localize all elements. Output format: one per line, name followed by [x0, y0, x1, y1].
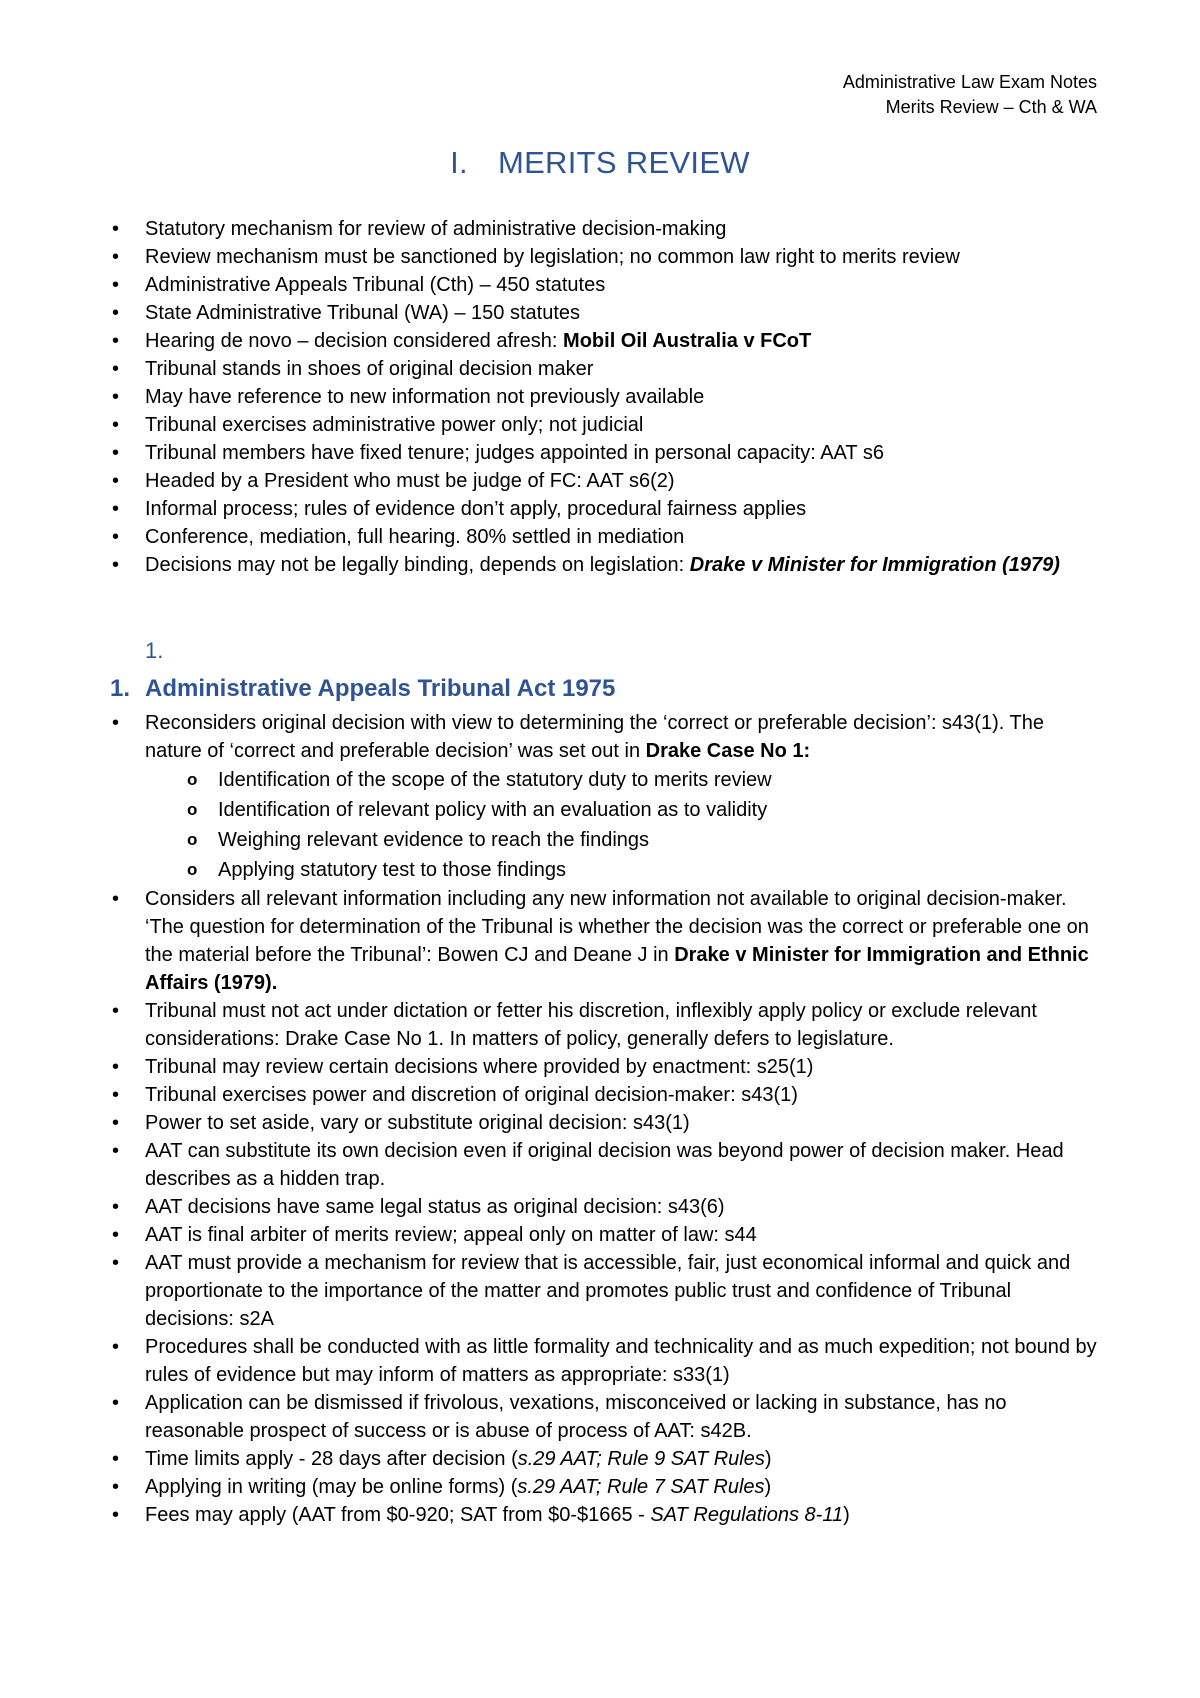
list-item: • Tribunal must not act under dictation or fetter his discretion, inflexibly apply policy or exclude relevant considerations: Drake Case No 1. In matters of policy, generally defers to legislature.	[145, 997, 1105, 1053]
case-citation: Mobil Oil Australia v FCoT	[563, 330, 812, 352]
sub-list-item: o Identification of the scope of the statutory duty to merits review	[218, 765, 1105, 795]
statute-reference: s.29 AAT; Rule 9 SAT Rules	[517, 1448, 765, 1470]
page-header	[843, 70, 1097, 120]
list-item: • AAT is final arbiter of merits review; appeal only on matter of law: s44	[145, 1221, 1105, 1249]
list-item: • May have reference to new information not previously available	[145, 383, 1105, 411]
intro-bullet-list	[145, 215, 1105, 579]
empty-numbered-heading: 1.	[145, 638, 164, 663]
list-item: • Hearing de novo – decision considered afresh: Mobil Oil Australia v FCoT	[145, 327, 1105, 355]
list-item: • Tribunal members have fixed tenure; judges appointed in personal capacity: AAT s6	[145, 439, 1105, 467]
sub-list-item: o Identification of relevant policy with an evaluation as to validity	[218, 795, 1105, 825]
list-item: • Conference, mediation, full hearing. 80% settled in mediation	[145, 523, 1105, 551]
list-item: • Headed by a President who must be judge of FC: AAT s6(2)	[145, 467, 1105, 495]
sub-list	[145, 765, 1105, 885]
list-item: • AAT decisions have same legal status as original decision: s43(6)	[145, 1193, 1105, 1221]
section-title: Administrative Appeals Tribunal Act 1975	[145, 675, 616, 702]
list-item: • Review mechanism must be sanctioned by legislation; no common law right to merits review	[145, 243, 1105, 271]
aat-bullet-list	[145, 709, 1105, 1529]
header-course-title: Administrative Law Exam Notes	[842, 72, 1097, 92]
list-item: • Administrative Appeals Tribunal (Cth) – 450 statutes	[145, 271, 1105, 299]
list-item: • Decisions may not be legally binding, depends on legislation: Drake v Minister for Immigration (1979)	[145, 551, 1105, 579]
sub-list-item: o Weighing relevant evidence to reach the findings	[218, 825, 1105, 855]
section-heading	[110, 675, 615, 703]
section-number: 1.	[110, 675, 131, 702]
header-topic: Merits Review – Cth & WA	[885, 97, 1097, 117]
list-item: • Reconsiders original decision with view to determining the ‘correct or preferable decision’: s43(1). The nature of ‘correct and preferable decision’ was set out in Drake Case No 1: o Identification of the scope of the statutory duty to merits review o Identification of relevant policy with an evaluation as to validity o Weighing relevant evidence to reach the findings o Applying statutory test to those findings	[145, 709, 1105, 885]
list-item: • Considers all relevant information including any new information not available to original decision-maker. ‘The question for determination of the Tribunal is whether the decision was the correct or preferable one on the material before the Tribunal’: Bowen CJ and Deane J in Drake v Minister for Immigration and Ethnic Affairs (1979).	[145, 885, 1105, 997]
case-citation: Drake v Minister for Immigration (1979)	[689, 554, 1060, 576]
list-item: • Application can be dismissed if frivolous, vexations, misconceived or lacking in substance, has no reasonable prospect of success or is abuse of process of AAT: s42B.	[145, 1389, 1105, 1445]
list-item: • Tribunal exercises administrative power only; not judicial	[145, 411, 1105, 439]
list-item: • Informal process; rules of evidence don’t apply, procedural fairness applies	[145, 495, 1105, 523]
sub-list-item: o Applying statutory test to those findings	[218, 855, 1105, 885]
case-citation: Drake v Minister for Immigration and Ethnic Affairs (1979).	[145, 944, 1089, 994]
list-item: • Tribunal may review certain decisions where provided by enactment: s25(1)	[145, 1053, 1105, 1081]
list-item: • Power to set aside, vary or substitute original decision: s43(1)	[145, 1109, 1105, 1137]
list-item: • Tribunal exercises power and discretion of original decision-maker: s43(1)	[145, 1081, 1105, 1109]
page-title	[0, 145, 1200, 181]
list-item: • Applying in writing (may be online forms) (s.29 AAT; Rule 7 SAT Rules)	[145, 1473, 1105, 1501]
statute-reference: s.29 AAT; Rule 7 SAT Rules	[517, 1476, 765, 1498]
list-item: • Fees may apply (AAT from $0-920; SAT from $0-$1665 - SAT Regulations 8-11)	[145, 1501, 1105, 1529]
list-item: • State Administrative Tribunal (WA) – 150 statutes	[145, 299, 1105, 327]
list-item: • AAT can substitute its own decision even if original decision was beyond power of decision maker. Head describes as a hidden trap.	[145, 1137, 1105, 1193]
statute-reference: SAT Regulations 8-11	[650, 1504, 844, 1526]
title-text: MERITS REVIEW	[497, 145, 750, 180]
list-item: • Statutory mechanism for review of administrative decision-making	[145, 215, 1105, 243]
list-item: • Procedures shall be conducted with as little formality and technicality and as much expedition; not bound by rules of evidence but may inform of matters as appropriate: s33(1)	[145, 1333, 1105, 1389]
list-item: • Tribunal stands in shoes of original decision maker	[145, 355, 1105, 383]
list-item: • Time limits apply - 28 days after decision (s.29 AAT; Rule 9 SAT Rules)	[145, 1445, 1105, 1473]
case-citation: Drake Case No 1:	[645, 740, 811, 762]
list-item: • AAT must provide a mechanism for review that is accessible, fair, just economical informal and quick and proportionate to the importance of the matter and promotes public trust and confidence of Tribunal decisions: s2A	[145, 1249, 1105, 1333]
title-number: I.	[450, 145, 468, 180]
